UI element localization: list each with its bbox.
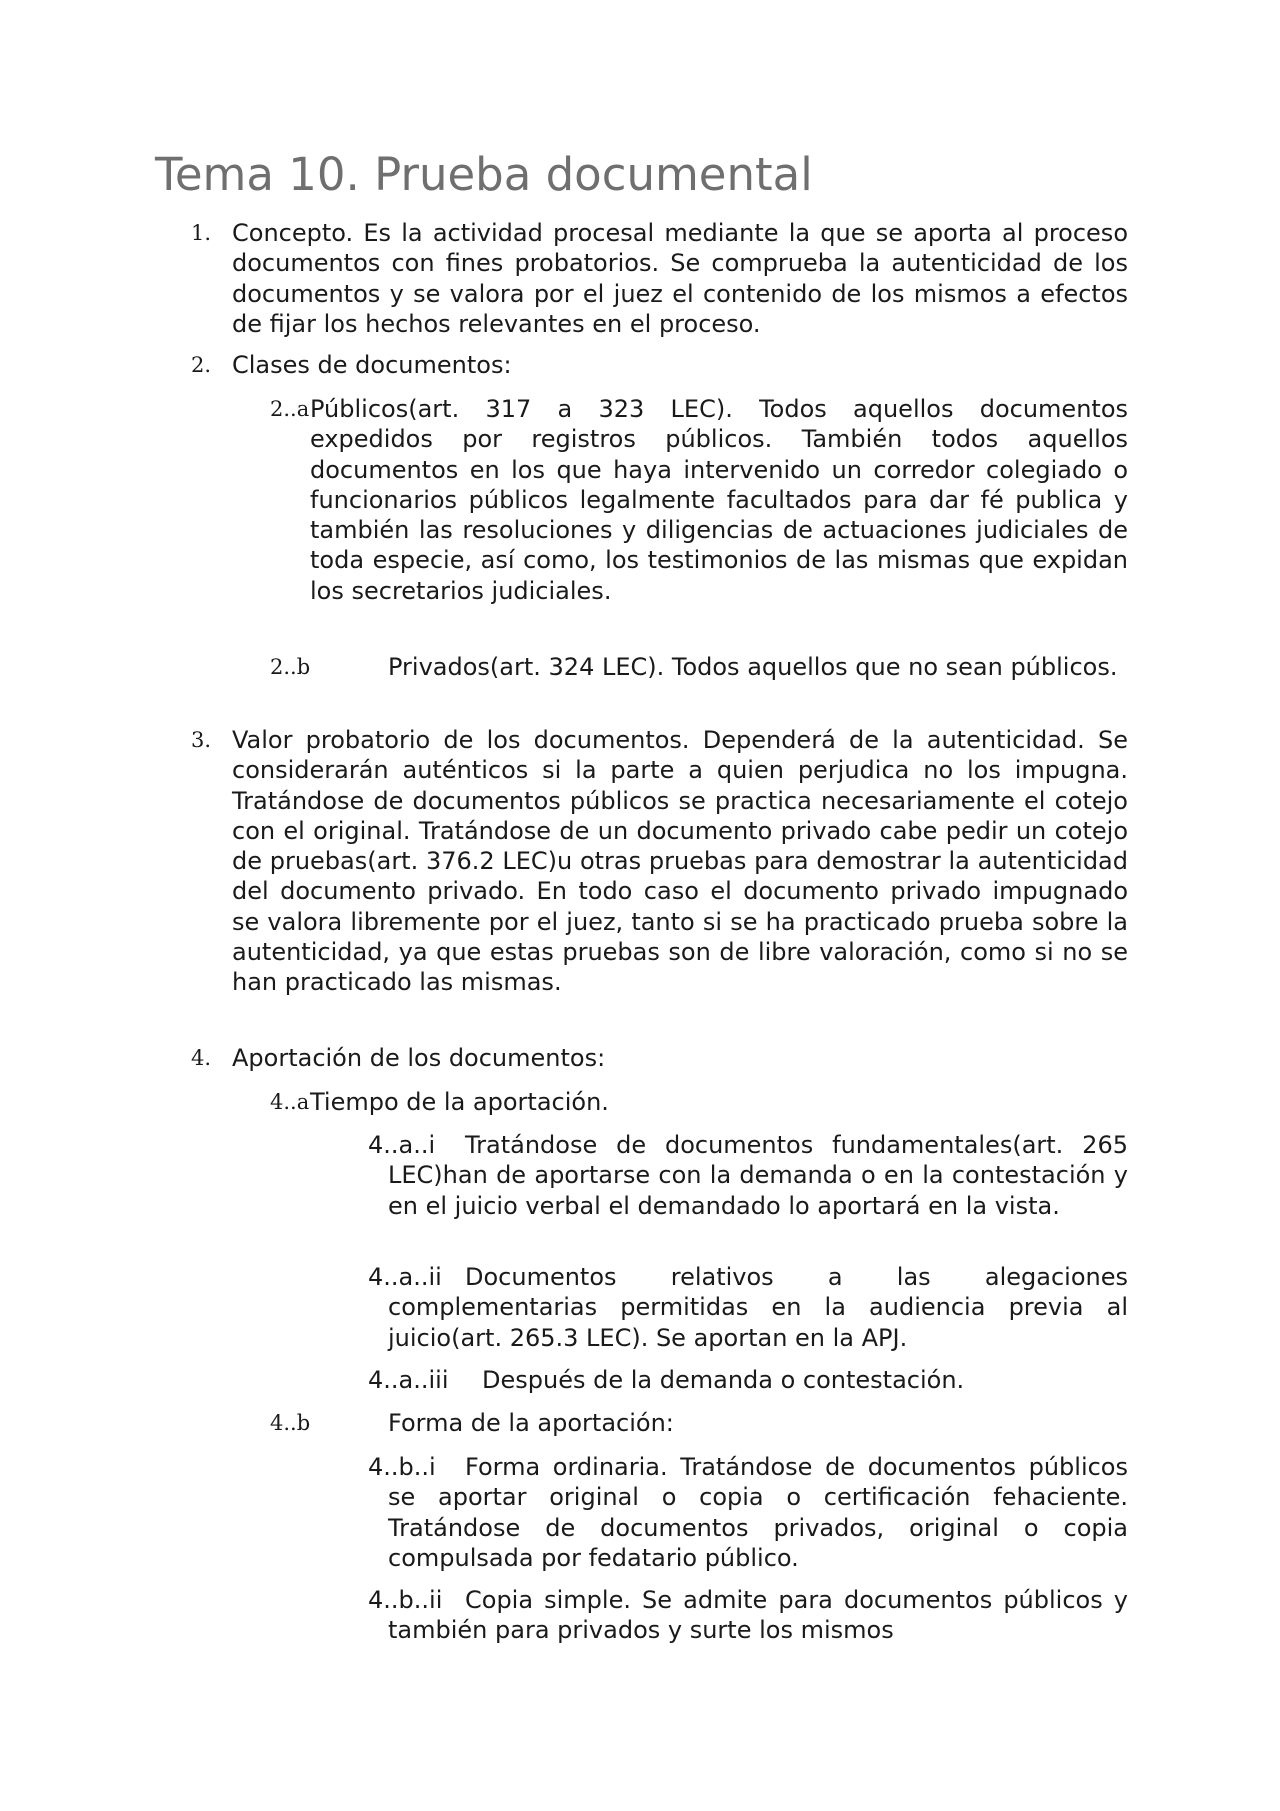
list-item-aportacion: Aportación de los documentos: xyxy=(232,1044,606,1072)
list-marker: 4..a..ii xyxy=(368,1263,442,1291)
list-item-privados: Privados(art. 324 LEC). Todos aquellos que no sean públicos. xyxy=(388,653,1118,681)
list-marker: 4..a..i xyxy=(368,1131,436,1159)
list-marker: 4. xyxy=(191,1046,212,1070)
list-item-valor-probatorio: Valor probatorio de los documentos. Dependerá de la autenticidad. Se considerarán auténticos si la parte a quien perjudica no los impugna. Tratándose de documentos públicos se practica necesariamente el cotejo con el original. Tratándose de un documento privado cabe pedir un cotejo de pruebas(art. 376.2 LEC)u otras pruebas para demostrar la autenticidad del documento privado. En todo caso el documento privado impugnado se valora libremente por el juez, tanto si se ha practicado prueba sobre la autenticidad, ya que estas pruebas son de libre valoración, como si no se han practicado las mismas. xyxy=(232,726,1128,997)
list-item-alegaciones: Documentos relativos a las alegaciones complementarias permitidas en la audiencia previa al juicio(art. 265.3 LEC). Se aportan en la APJ. xyxy=(388,1263,1128,1352)
list-item-despues: Después de la demanda o contestación. xyxy=(482,1366,965,1394)
list-marker: 4..b..ii xyxy=(368,1586,443,1614)
list-item-copia-simple: Copia simple. Se admite para documentos públicos y también para privados y surte los mismos xyxy=(388,1586,1128,1645)
list-item-publicos: Públicos(art. 317 a 323 LEC). Todos aquellos documentos expedidos por registros públicos. También todos aquellos documentos en los que haya intervenido un corredor colegiado o funcionarios públicos legalmente facultados para dar fé publica y también las resoluciones y diligencias de actuaciones judiciales de toda especie, así como, los testimonios de las mismas que expidan los secretarios judiciales. xyxy=(310,395,1128,605)
list-item-documentos-fundamentales: Tratándose de documentos fundamentales(art. 265 LEC)han de aportarse con la demanda o en la contestación y en el juicio verbal el demandado lo aportará en la vista. xyxy=(388,1131,1128,1220)
list-marker: 4..a..iii xyxy=(368,1366,449,1394)
list-marker: 1. xyxy=(191,221,212,245)
list-item-clases: Clases de documentos: xyxy=(232,351,512,379)
page-title: Tema 10. Prueba documental xyxy=(155,148,813,201)
list-item-forma-ordinaria: Forma ordinaria. Tratándose de documentos públicos se aportar original o copia o certificación fehaciente. Tratándose de documentos privados, original o copia compulsada por fedatario público. xyxy=(388,1453,1128,1572)
list-marker: 4..b xyxy=(270,1411,311,1435)
list-item-forma: Forma de la aportación: xyxy=(388,1409,674,1437)
list-marker: 4..a xyxy=(270,1090,310,1114)
list-marker: 2..a xyxy=(270,397,310,421)
list-item-concepto: Concepto. Es la actividad procesal mediante la que se aporta al proceso documentos con fines probatorios. Se comprueba la autenticidad de los documentos y se valora por el juez el contenido de los mismos a efectos de fijar los hechos relevantes en el proceso. xyxy=(232,219,1128,338)
list-marker: 2. xyxy=(191,353,212,377)
list-marker: 4..b..i xyxy=(368,1453,436,1481)
list-item-tiempo: Tiempo de la aportación. xyxy=(310,1088,609,1116)
list-marker: 2..b xyxy=(270,655,311,679)
list-marker: 3. xyxy=(191,728,212,752)
